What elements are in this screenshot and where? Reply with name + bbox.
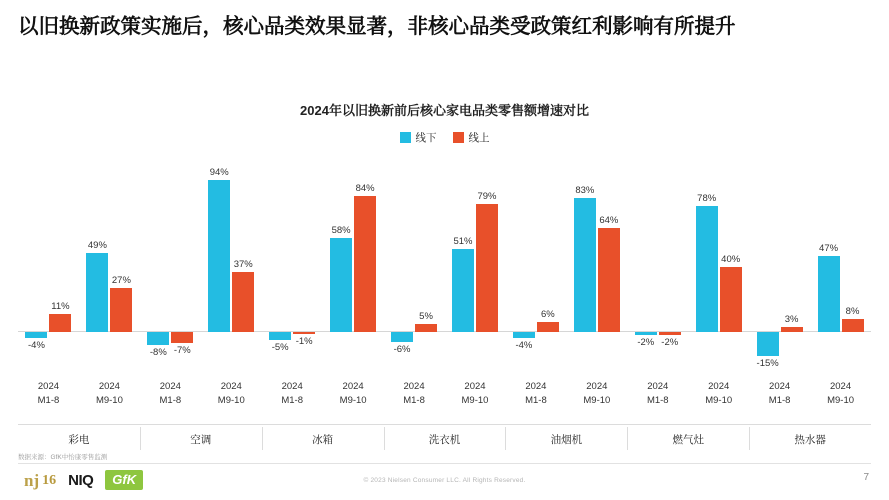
bar-value-label: -15% — [756, 358, 779, 370]
bar-value-label: 84% — [355, 182, 375, 194]
x-tick-label: 2024 M9-10 — [827, 381, 855, 406]
x-tick-label: 2024 M9-10 — [217, 381, 245, 406]
anniversary-number: 16 — [42, 472, 57, 488]
niq-logo: NIQ — [68, 471, 94, 489]
x-tick-label: 2024 M9-10 — [583, 381, 611, 406]
x-tick-label: 2024 M9-10 — [461, 381, 489, 406]
tick-group — [140, 380, 262, 422]
legend-swatch-online — [453, 132, 464, 143]
bar-value-label: 3% — [784, 314, 799, 326]
x-axis-tick-labels — [18, 380, 871, 422]
slide-footer — [0, 464, 889, 500]
bar-online — [781, 327, 803, 332]
tick-group — [262, 380, 384, 422]
bar-online — [415, 324, 437, 332]
bar-online — [49, 314, 71, 332]
bar-value-label: 49% — [87, 239, 107, 251]
category-label: 热水器 — [749, 425, 871, 452]
tick-group — [505, 380, 627, 422]
legend-swatch-offline — [400, 132, 411, 143]
x-tick-label: 2024 M1-8 — [403, 381, 425, 406]
chart-plot-area — [18, 152, 871, 370]
chart-title: 2024年以旧换新前后核心家电品类零售额增速对比 — [300, 103, 589, 118]
bar-offline — [330, 238, 352, 332]
bar-online — [171, 332, 193, 343]
bar-group — [18, 152, 140, 356]
bar-offline — [452, 249, 474, 332]
category-label: 油烟机 — [505, 425, 627, 452]
brand-mark-icon: nj — [24, 470, 40, 490]
bar-online — [598, 228, 620, 332]
bar-group — [140, 152, 262, 356]
source-note: 数据来源：GfK中怡康零售监测 — [18, 454, 108, 461]
bar-value-label: 58% — [331, 225, 351, 237]
x-tick-label: 2024 M1-8 — [281, 381, 304, 406]
gfk-logo: GfK — [105, 470, 143, 490]
bar-offline — [757, 332, 779, 356]
x-tick-label: 2024 M1-8 — [768, 381, 791, 406]
category-label: 冰箱 — [262, 425, 384, 452]
bar-value-label: 94% — [209, 166, 229, 178]
bar-value-label: 47% — [819, 242, 839, 254]
bar-offline — [635, 332, 657, 335]
legend-label-online: 线上 — [468, 132, 490, 144]
bar-group-inner — [749, 152, 871, 370]
bar-group-inner — [140, 152, 262, 356]
bar-group — [749, 152, 871, 370]
bar-group — [384, 152, 506, 356]
legend-item-offline — [400, 130, 437, 145]
bar-online — [110, 288, 132, 332]
bar-value-label: 6% — [541, 309, 555, 321]
category-label: 洗衣机 — [384, 425, 506, 452]
bar-group-inner — [505, 152, 627, 356]
tick-group — [749, 380, 871, 422]
x-tick-label: 2024 M1-8 — [646, 381, 669, 406]
bar-value-label: -2% — [637, 337, 655, 349]
tick-group — [18, 380, 140, 422]
bar-value-label: 5% — [419, 310, 433, 322]
x-tick-label: 2024 M9-10 — [95, 381, 123, 406]
x-tick-label: 2024 M9-10 — [339, 381, 367, 406]
bar-value-label: -2% — [661, 337, 679, 349]
bar-group — [262, 152, 384, 356]
copyright-text: © 2023 Nielsen Consumer LLC. All Rights Reserved. — [363, 477, 526, 484]
bar-value-label: 37% — [233, 259, 253, 271]
bar-value-label: -5% — [271, 342, 289, 354]
bar-group — [627, 152, 749, 356]
bar-offline — [696, 206, 718, 332]
x-tick-label: 2024 M1-8 — [37, 381, 60, 406]
chart-legend — [0, 130, 889, 145]
bar-value-label: -4% — [28, 340, 45, 352]
category-label: 彩电 — [68, 434, 90, 446]
bar-group-inner — [262, 152, 384, 356]
page-title: 以旧换新政策实施后，核心品类效果显著，非核心品类受政策红利影响有所提升 — [18, 15, 736, 38]
bar-offline — [391, 332, 413, 342]
x-tick-label: 2024 M9-10 — [705, 381, 733, 406]
bar-value-label: 8% — [845, 306, 860, 318]
bar-offline — [147, 332, 169, 345]
bar-online — [659, 332, 681, 335]
bar-offline — [25, 332, 47, 338]
bar-value-label: 64% — [599, 215, 619, 227]
bar-value-label: 27% — [111, 275, 131, 287]
bar-value-label: 79% — [477, 191, 497, 203]
legend-label-offline: 线下 — [415, 132, 437, 144]
bar-group-inner — [384, 152, 506, 356]
legend-item-online — [453, 130, 490, 145]
bar-offline — [818, 256, 840, 332]
category-labels-row — [18, 424, 871, 452]
bar-online — [232, 272, 254, 332]
category-label: 空调 — [140, 425, 262, 452]
page-number: 7 — [863, 472, 869, 483]
bar-value-label: -8% — [149, 346, 167, 358]
x-tick-label: 2024 M1-8 — [159, 381, 182, 406]
bar-online — [354, 196, 376, 332]
bar-value-label: -6% — [393, 343, 411, 355]
bar-offline — [208, 180, 230, 332]
bar-online — [720, 267, 742, 332]
bar-value-label: 51% — [453, 236, 473, 248]
tick-group — [384, 380, 506, 422]
bar-offline — [86, 253, 108, 332]
bar-group-inner — [627, 152, 749, 356]
bar-value-label: -4% — [515, 340, 533, 352]
bar-value-label: 78% — [697, 192, 717, 204]
x-tick-label: 2024 M1-8 — [525, 381, 547, 406]
bar-value-label: -1% — [295, 336, 313, 347]
bar-value-label: 40% — [721, 254, 741, 266]
bar-offline — [513, 332, 535, 338]
bar-value-label: 11% — [51, 301, 70, 313]
bar-online — [537, 322, 559, 332]
bar-group-inner — [18, 152, 140, 356]
bar-online — [842, 319, 864, 332]
bar-group — [505, 152, 627, 356]
bar-online — [476, 204, 498, 332]
tick-group — [627, 380, 749, 422]
bar-value-label: 83% — [575, 184, 595, 196]
category-label: 燃气灶 — [627, 425, 749, 452]
bar-online — [293, 332, 315, 334]
bar-value-label: -7% — [173, 345, 191, 357]
bar-groups — [18, 152, 871, 370]
